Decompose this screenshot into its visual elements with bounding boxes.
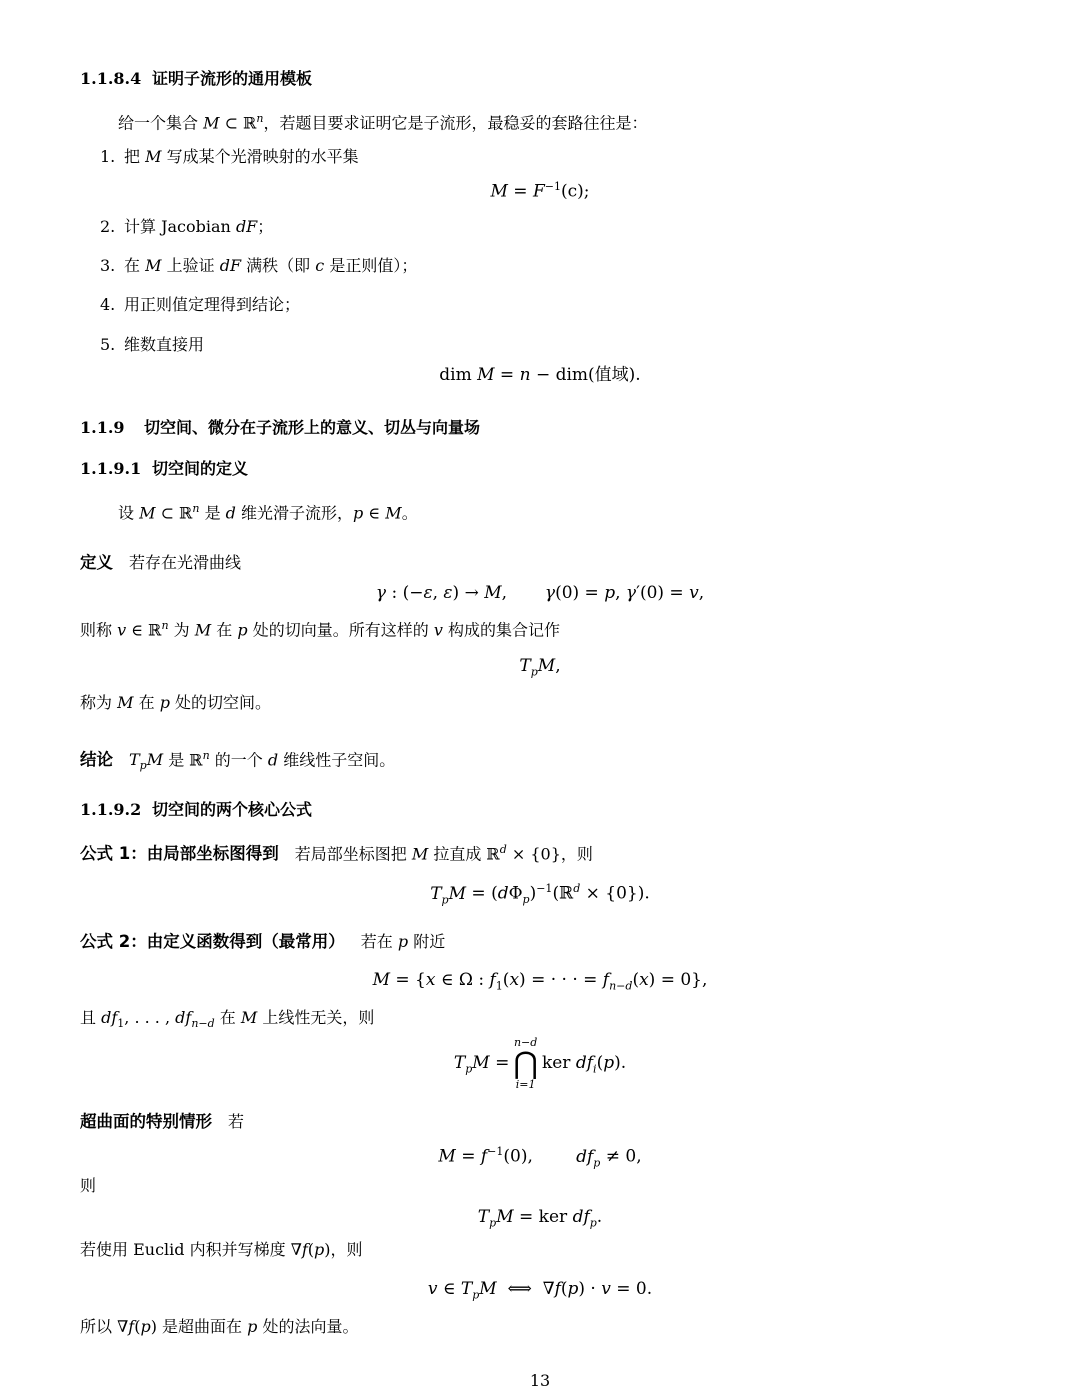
section-number: 1.1.8.4 xyxy=(80,69,142,88)
formula-1-label: 公式 1：由局部坐标图得到 xyxy=(80,844,279,864)
list-item-4 xyxy=(0,294,1080,316)
text: 附近 xyxy=(413,932,446,951)
tangent-vector-sentence: 则称 v ∈ ℝ$^n$ 为 M 在 p 处的切向量。所有这样的 v 构成的集合记作 xyxy=(80,619,560,640)
item-number: 1. xyxy=(100,147,116,166)
text: 上验证 xyxy=(166,256,215,275)
text: 用正则值定理得到结论； xyxy=(124,295,301,314)
text: 是正则值）； xyxy=(329,256,418,275)
equation-tail: ). xyxy=(628,365,641,385)
list-item-1: 1. 把 M 写成某个光滑映射的水平集 xyxy=(100,147,359,166)
independence-sentence: 且 $df_1$, . . . , $df_{n-d}$ 在 M 上线性无关，则 xyxy=(80,1008,375,1031)
text: 。 xyxy=(401,503,418,523)
equation-hypersurface: $M = f^{-1}(0)$, $df_p \ne 0$, xyxy=(438,1145,642,1170)
item-number: 5. xyxy=(100,335,116,354)
text: 所以 xyxy=(80,1317,113,1336)
text: ，则 xyxy=(560,844,593,864)
text: 是 xyxy=(168,750,185,770)
item-number: 3. xyxy=(100,256,116,275)
formula-2-line: 公式 2：由定义函数得到（最常用） 若在 p 附近 xyxy=(80,932,446,951)
text: 处的切向量。所有这样的 xyxy=(252,620,429,640)
item-number: 4. xyxy=(100,295,116,314)
definition-line xyxy=(0,552,1080,574)
list-item-5 xyxy=(0,334,1080,356)
text: 为 xyxy=(173,620,190,640)
text: 写成某个光滑映射的水平集 xyxy=(166,147,359,166)
section-title: 切空间的两个核心公式 xyxy=(152,800,313,819)
text: 满秩（即 xyxy=(246,256,311,275)
section-heading-1-1-9 xyxy=(0,417,1080,439)
hypersurface-line xyxy=(0,1111,1080,1133)
text: ； xyxy=(257,217,274,236)
text: 若使用 Euclid 内积并写梯度 xyxy=(80,1240,286,1259)
equation-gradient: v ∈ $T_pM$ ⟺ ∇f(p) · v = 0. xyxy=(427,1279,653,1302)
euclid-sentence: 若使用 Euclid 内积并写梯度 ∇f(p)，则 xyxy=(80,1240,363,1259)
text: 计算 Jacobian xyxy=(124,217,231,236)
text: 称为 xyxy=(80,693,113,712)
page-number: 13 xyxy=(529,1371,551,1390)
template-intro: 给一个集合 M ⊂ ℝ$^n$，若题目要求证明它是子流形，最稳妥的套路往往是： xyxy=(118,112,648,133)
text: 处的切空间。 xyxy=(175,693,272,712)
equation-level-set: $M = F^{-1}(c)$; xyxy=(490,180,590,202)
text: 把 xyxy=(124,147,141,166)
text: ，则 xyxy=(330,1240,363,1259)
text: 则 xyxy=(80,1176,97,1195)
text: 若 xyxy=(228,1112,245,1131)
text: ，若题目要求证明它是子流形，最稳妥的套路往往是： xyxy=(263,113,648,133)
section-number: 1.1.9.2 xyxy=(80,800,142,819)
text: 维线性子空间。 xyxy=(283,750,396,770)
equation-kernel: $T_pM$ = ker $df_p$. xyxy=(477,1207,603,1230)
normal-vector-sentence: 所以 ∇f(p) 是超曲面在 p 处的法向量。 xyxy=(80,1317,359,1336)
text: 且 xyxy=(80,1008,97,1027)
equation-word: 值域 xyxy=(594,365,629,385)
item-number: 2. xyxy=(100,217,116,236)
hypersurface-label: 超曲面的特别情形 xyxy=(80,1112,212,1131)
list-item-2: 2. 计算 Jacobian dF； xyxy=(100,217,274,236)
text: 给一个集合 xyxy=(118,113,199,133)
section-heading-1-1-8-4 xyxy=(0,68,1080,90)
text: 设 xyxy=(118,503,135,523)
text: 在 xyxy=(124,256,141,275)
then-word xyxy=(0,1175,1080,1197)
equation-curve: γ : (−ε, ε) → M, γ(0) = p, γ′(0) = v, xyxy=(375,583,705,603)
formula-1-line: 公式 1：由局部坐标图得到 若局部坐标图把 M 拉直成 ℝ$^d$ × {0}，则 xyxy=(80,843,593,864)
equation-tpm: $T_pM$, xyxy=(519,656,561,679)
text: 若在 xyxy=(360,932,393,951)
text: 若存在光滑曲线 xyxy=(129,553,242,572)
equation-tail: (c); xyxy=(560,181,590,202)
section-number: 1.1.9 xyxy=(80,418,125,437)
definition-label: 定义 xyxy=(80,553,113,572)
tangent-space-sentence: 称为 M 在 p 处的切空间。 xyxy=(80,693,272,712)
section-number: 1.1.9.1 xyxy=(80,459,142,478)
text: 若局部坐标图把 xyxy=(294,844,407,864)
section-title: 切空间、微分在子流形上的意义、切丛与向量场 xyxy=(144,418,481,437)
equation-formula-1: $T_pM$ = $(d\Phi_p)^{-1}(ℝ^d \times \{0\})$. xyxy=(430,882,650,907)
text: 处的法向量。 xyxy=(262,1317,359,1336)
text: 在 xyxy=(216,620,233,640)
text: 构成的集合记作 xyxy=(447,620,560,640)
text: 拉直成 xyxy=(433,844,482,864)
setup-sentence: 设 M ⊂ ℝ$^n$ 是 d 维光滑子流形，p ∈ M。 xyxy=(118,502,418,523)
section-heading-1-1-9-2 xyxy=(0,799,1080,821)
equation-defining-functions: M = {x ∈ Ω : $f_1(x)$ = · · · = $f_{n-d}(x) = 0$}, xyxy=(372,970,708,993)
text: 在 xyxy=(138,693,155,712)
conclusion-label: 结论 xyxy=(80,750,113,770)
text: 的一个 xyxy=(214,750,263,770)
text: 维数直接用 xyxy=(124,335,205,354)
text: 上线性无关，则 xyxy=(262,1008,375,1027)
text: 是 xyxy=(204,503,221,523)
section-title: 切空间的定义 xyxy=(152,459,249,478)
formula-2-label: 公式 2：由定义函数得到（最常用） xyxy=(80,932,345,951)
section-title: 证明子流形的通用模板 xyxy=(152,69,313,88)
list-item-3: 3. 在 M 上验证 dF 满秩（即 c 是正则值）； xyxy=(100,256,418,275)
text: 是超曲面在 xyxy=(162,1317,243,1336)
conclusion-line: 结论 $T_pM$ 是 ℝ$^n$ 的一个 d 维线性子空间。 xyxy=(80,749,396,773)
equation-formula-2: $T_pM$ = n−d ⋂ i=1 ker $df_i(p)$. xyxy=(453,1035,627,1091)
text: 在 xyxy=(219,1008,236,1027)
equation-dimension: dim M = n − dim(值域). xyxy=(439,365,641,385)
section-heading-1-1-9-1 xyxy=(0,458,1080,480)
text: 则称 xyxy=(80,620,113,640)
text: 维光滑子流形， xyxy=(241,503,354,523)
